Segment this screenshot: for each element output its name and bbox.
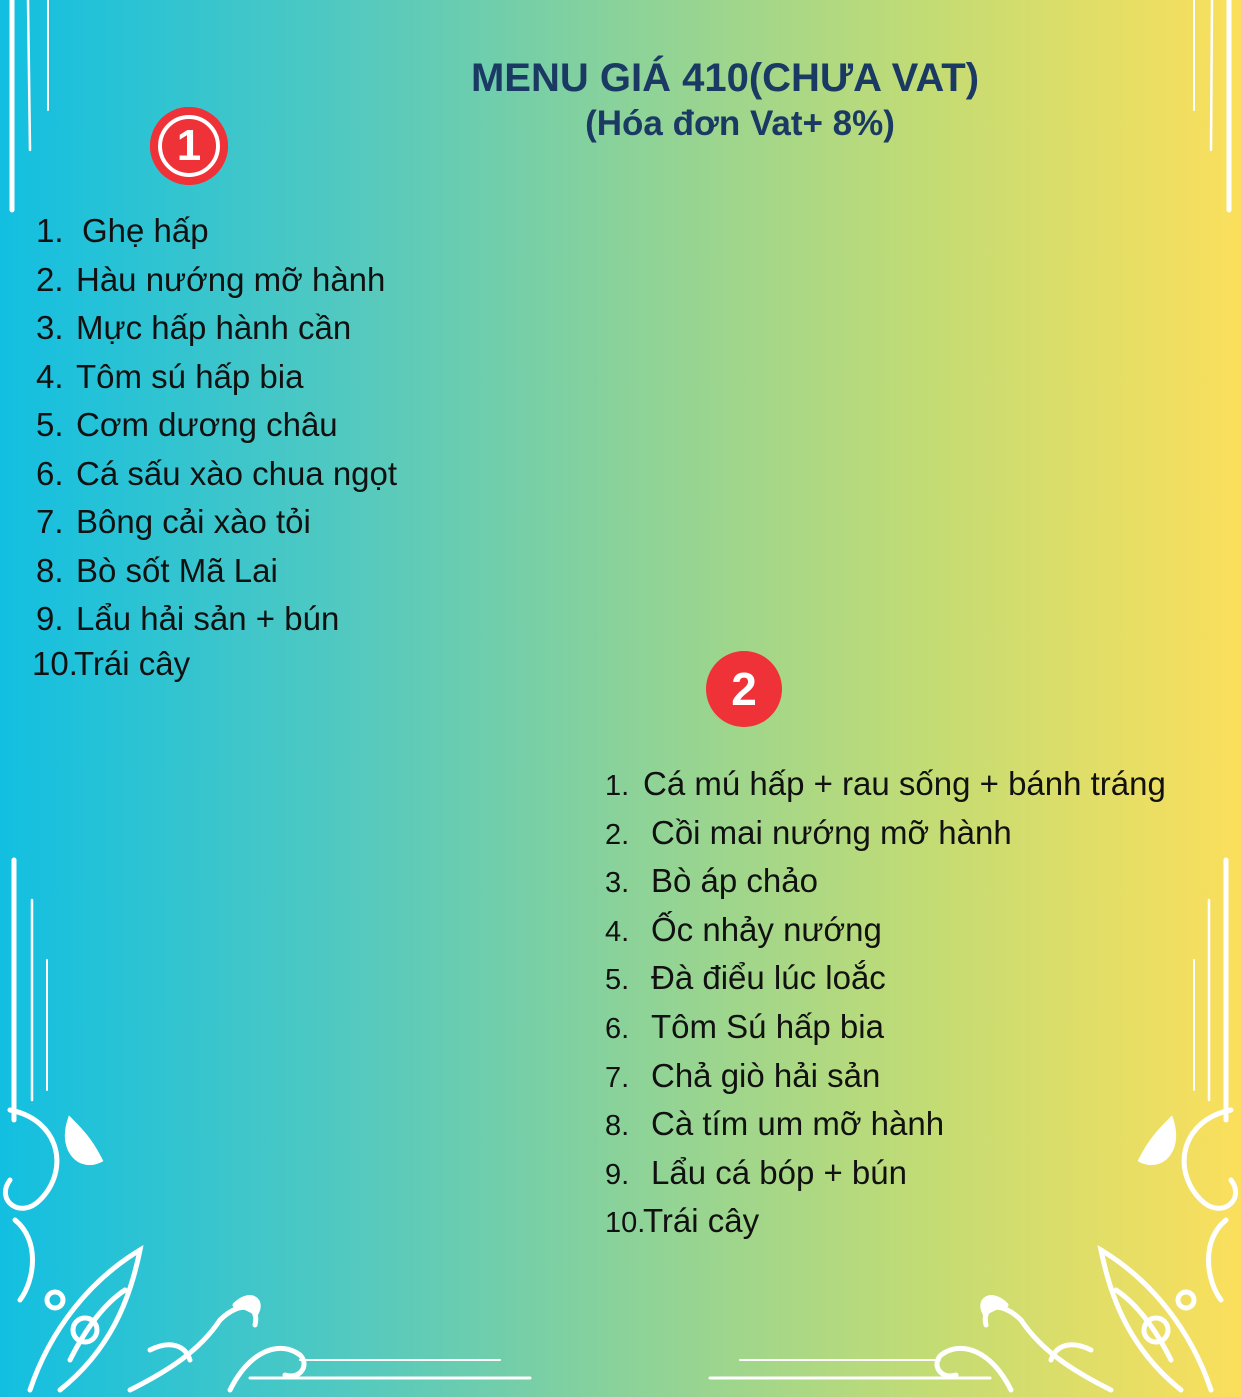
- item-name: Mực hấp hành cần: [76, 309, 352, 346]
- menu-2-badge-number: 2: [731, 663, 757, 715]
- item-name: Bông cải xào tỏi: [76, 503, 311, 540]
- item-number: 10.: [605, 1207, 646, 1240]
- item-number: 8.: [36, 551, 64, 589]
- item-name: Hàu nướng mỡ hành: [76, 260, 386, 298]
- list-item: [605, 857, 1166, 906]
- item-number: 10.: [32, 644, 78, 682]
- item-number: 7.: [36, 503, 64, 540]
- list-item: [32, 644, 397, 684]
- item-name: Cơm dương châu: [76, 406, 338, 443]
- list-item: [605, 1149, 1166, 1198]
- item-number: 2.: [36, 260, 64, 298]
- menu-title: MENU GIÁ 410(CHƯA VAT): [470, 56, 980, 100]
- list-item: [605, 1003, 1166, 1052]
- item-number: 4.: [605, 915, 630, 948]
- item-name: Ghẹ hấp: [82, 212, 209, 249]
- item-number: 9.: [36, 600, 64, 637]
- item-name: Cà tím um mỡ hành: [651, 1105, 945, 1143]
- item-number: 1.: [605, 770, 630, 802]
- list-item: [36, 256, 397, 305]
- item-number: 2.: [605, 818, 630, 851]
- item-name: Đà điểu lúc loắc: [651, 959, 886, 997]
- item-name: Tôm Sú hấp bia: [651, 1007, 884, 1045]
- list-item: [605, 906, 1166, 955]
- list-item: [36, 353, 397, 402]
- item-name: Lẩu hải sản + bún: [76, 600, 340, 637]
- item-name: Bò áp chảo: [651, 862, 818, 900]
- menu-subtitle: (Hóa đơn Vat+ 8%): [585, 104, 895, 143]
- item-name: Cá mú hấp + rau sống + bánh tráng: [643, 765, 1166, 802]
- item-name: Chả giò hải sản: [651, 1056, 881, 1094]
- list-item: [605, 809, 1166, 858]
- list-item: [36, 547, 397, 596]
- item-number: 5.: [36, 406, 64, 443]
- menu-1-list: [32, 207, 398, 684]
- list-item: [605, 1052, 1166, 1101]
- list-item: [36, 595, 397, 644]
- item-number: 6.: [605, 1012, 630, 1045]
- menu-2-badge: [706, 651, 782, 727]
- list-item: [36, 207, 397, 256]
- list-item: [36, 498, 397, 547]
- item-name: Bò sốt Mã Lai: [76, 551, 278, 589]
- list-item: [36, 401, 397, 450]
- item-name: Cá sấu xào chua ngọt: [76, 454, 398, 492]
- list-item: [605, 954, 1166, 1003]
- item-number: 1.: [36, 212, 64, 249]
- item-name: Trái cây: [643, 1202, 760, 1240]
- frame-line-top-left-inner: [28, 0, 30, 150]
- item-name: Trái cây: [74, 644, 191, 682]
- menu-2-list: [605, 760, 1166, 1246]
- list-item: [36, 450, 397, 499]
- item-number: 4.: [36, 357, 64, 395]
- list-item: [36, 304, 397, 353]
- list-item: [605, 760, 1166, 809]
- corner-flourish-bottom-left: [5, 1110, 304, 1390]
- item-number: 9.: [605, 1158, 630, 1191]
- item-name: Lẩu cá bóp + bún: [651, 1153, 907, 1191]
- item-number: 5.: [605, 964, 630, 997]
- item-name: Cồi mai nướng mỡ hành: [651, 813, 1012, 851]
- item-number: 8.: [605, 1110, 630, 1143]
- frame-line-top-right-inner: [1211, 0, 1212, 150]
- list-item: [605, 1100, 1166, 1149]
- item-number: 3.: [36, 309, 64, 346]
- item-number: 7.: [605, 1061, 630, 1094]
- item-number: 6.: [36, 454, 64, 492]
- menu-1-badge: [150, 107, 228, 185]
- list-item: [605, 1197, 1166, 1246]
- item-number: 3.: [605, 867, 630, 900]
- item-name: Ốc nhảy nướng: [651, 910, 882, 948]
- menu-1-badge-number: 1: [158, 115, 220, 177]
- item-name: Tôm sú hấp bia: [76, 357, 304, 395]
